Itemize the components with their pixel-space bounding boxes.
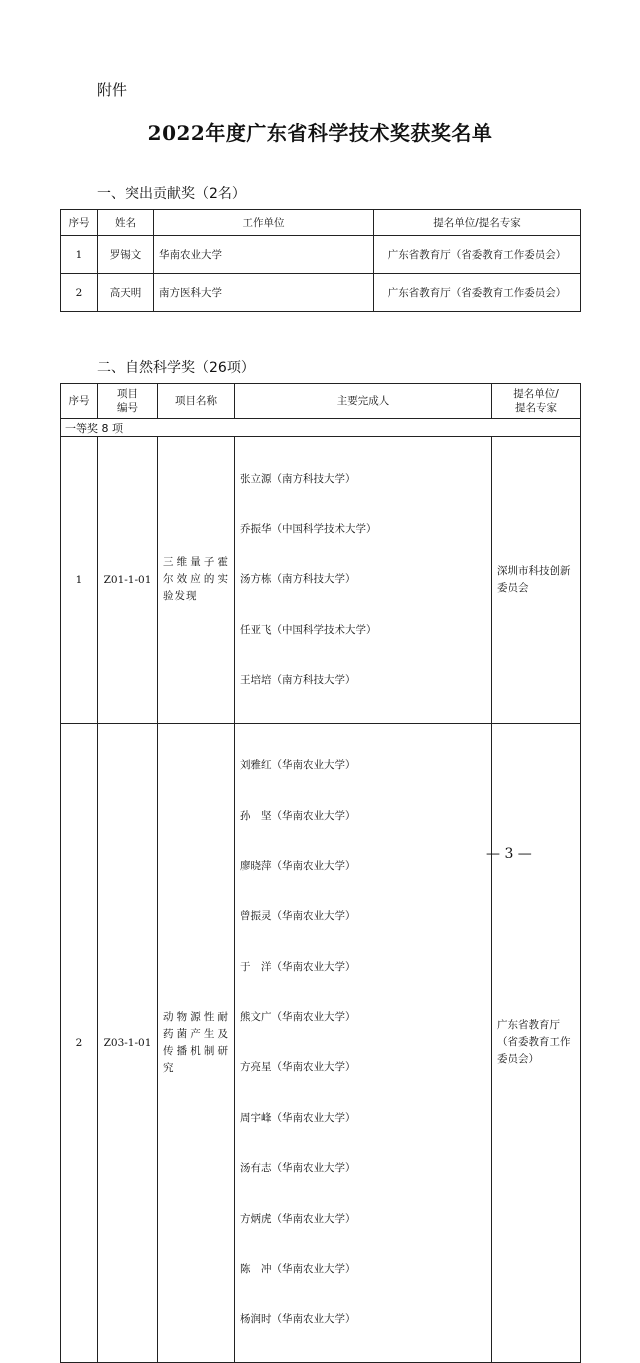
row-project-name: 动物源性耐药菌产生及传播机制研究 [158,723,235,1362]
col-header-org: 工作单位 [154,210,374,236]
row-project-name: 三维量子霍尔效应的实验发现 [158,437,235,724]
person: 熊文广（华南农业大学） [240,1011,356,1024]
section-heading-outstanding-contribution: 一、突出贡献奖（2名） [97,186,246,202]
table-row [61,723,581,1362]
person: 杨润时（华南农业大学） [240,1313,356,1326]
person: 陈 冲（华南农业大学） [240,1263,356,1276]
person: 汤有志（华南农业大学） [240,1162,356,1175]
col-header-no: 序号 [61,210,98,236]
col-header-project: 项目名称 [158,384,235,419]
row-nominator: 深圳市科技创新委员会 [492,437,581,724]
row-no: 1 [61,437,98,724]
row-org: 南方医科大学 [154,274,374,312]
col-header-nominator-line2: 提名专家 [515,402,557,414]
person: 乔振华（中国科学技术大学） [240,522,377,535]
row-nominator: 广东省教育厅（省委教育工作委员会） [374,236,581,274]
col-header-code-line1: 项目 [117,388,138,400]
row-name: 罗锡文 [98,236,154,274]
row-name: 高天明 [98,274,154,312]
col-header-no: 序号 [61,384,98,419]
row-nominator: 广东省教育厅（省委教育工作委员会） [374,274,581,312]
table-row [61,274,581,312]
person: 方炳虎（华南农业大学） [240,1212,356,1225]
row-org: 华南农业大学 [154,236,374,274]
section-heading-natural-science: 二、自然科学奖（26项） [97,360,255,376]
person: 方亮星（华南农业大学） [240,1061,356,1074]
col-header-name: 姓名 [98,210,154,236]
row-people [235,723,492,1362]
row-code: Z01-1-01 [98,437,158,724]
person: 刘雅红（华南农业大学） [240,759,356,772]
col-header-people: 主要完成人 [235,384,492,419]
person: 周宇峰（华南农业大学） [240,1111,356,1124]
person: 曾振灵（华南农业大学） [240,910,356,923]
person: 孙 坚（华南农业大学） [240,809,356,822]
person: 于 洋（华南农业大学） [240,960,356,973]
award-level-subheading: 一等奖 8 项 [61,419,581,437]
person: 任亚飞（中国科学技术大学） [240,623,377,636]
table-row [61,236,581,274]
col-header-nominator [492,384,581,419]
row-code: Z03-1-01 [98,723,158,1362]
row-no: 2 [61,274,98,312]
col-header-code [98,384,158,419]
col-header-code-line2: 编号 [117,402,138,414]
table-row [61,437,581,724]
col-header-nominator-line1: 提名单位/ [513,388,559,400]
person: 廖晓萍（华南农业大学） [240,859,356,872]
col-header-nominator: 提名单位/提名专家 [374,210,581,236]
person: 汤方栋（南方科技大学） [240,573,356,586]
person: 张立源（南方科技大学） [240,472,356,485]
row-no: 1 [61,236,98,274]
row-nominator: 广东省教育厅（省委教育工作委员会） [492,723,581,1362]
page-number: — 3 — [486,846,532,862]
natural-science-table [60,383,581,1363]
document-title: 2022年度广东省科学技术奖获奖名单 [147,121,493,145]
row-people [235,437,492,724]
attachment-label: 附件 [97,81,128,99]
row-no: 2 [61,723,98,1362]
person: 王培培（南方科技大学） [240,674,356,687]
outstanding-contribution-table [60,209,581,312]
